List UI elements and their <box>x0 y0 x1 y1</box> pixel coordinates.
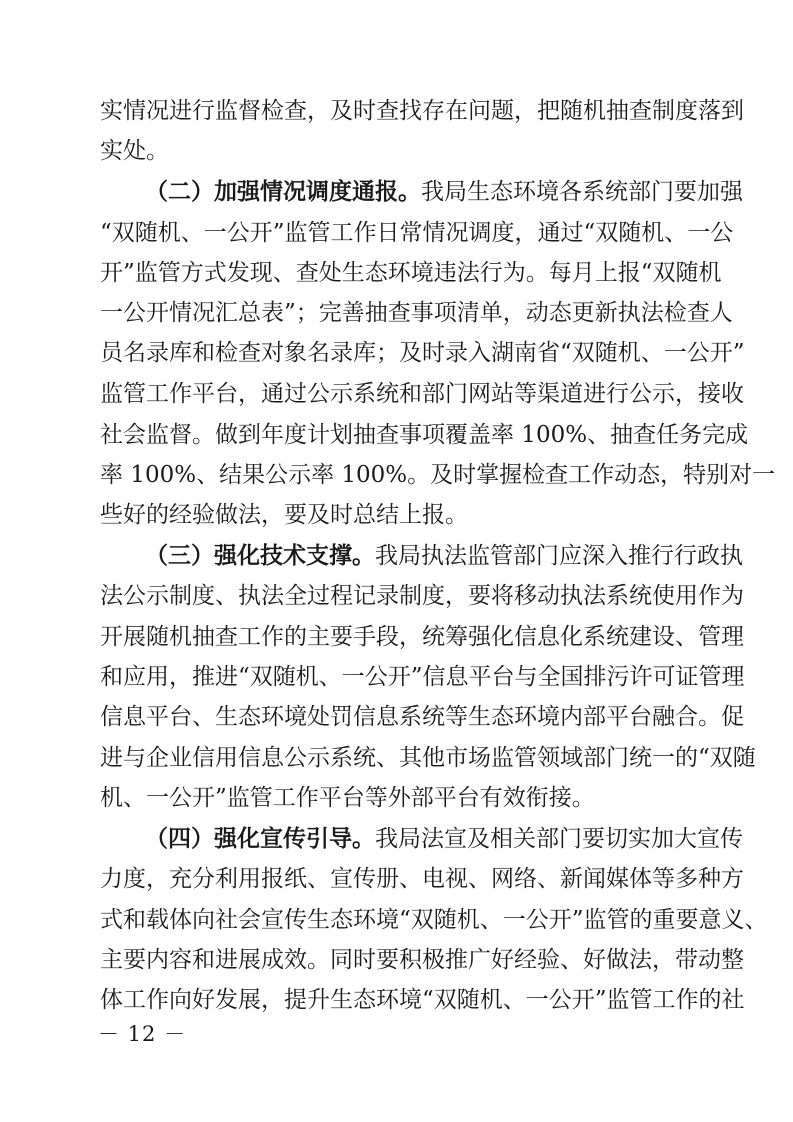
section-heading-line: （三）强化技术支撑。我局执法监管部门应深入推行行政执 <box>145 542 743 569</box>
body-line: 主要内容和进展成效。同时要积极推广好经验、好做法，带动整 <box>100 947 744 973</box>
body-line: 力度，充分利用报纸、宣传册、电视、网络、新闻媒体等多种方 <box>100 866 744 892</box>
section-heading: （四）强化宣传引导。 <box>145 825 375 852</box>
body-line: 一公开情况汇总表”；完善抽查事项清单，动态更新执法检查人 <box>100 300 733 326</box>
section-heading-line: （二）加强情况调度通报。我局生态环境各系统部门要加强 <box>145 178 743 205</box>
body-line: 员名录库和检查对象名录库；及时录入湖南省“双随机、一公开” <box>100 340 745 366</box>
body-line: 体工作向好发展，提升生态环境“双随机、一公开”监管工作的社 <box>100 987 745 1013</box>
body-line: 式和载体向社会宣传生态环境“双随机、一公开”监管的重要意义、 <box>100 907 768 933</box>
body-line: 实处。 <box>100 138 169 164</box>
section-heading: （三）强化技术支撑。 <box>145 542 375 569</box>
page-number: － 12 － <box>98 1022 187 1046</box>
body-line: 率 100%、结果公示率 100%。及时掌握检查工作动态，特别对一 <box>100 462 776 488</box>
body-line: 开展随机抽查工作的主要手段，统筹强化信息化系统建设、管理 <box>100 624 744 650</box>
body-line: 机、一公开”监管工作平台等外部平台有效衔接。 <box>100 785 595 811</box>
body-line: “双随机、一公开”监管工作日常情况调度，通过“双随机、一公 <box>100 220 734 246</box>
body-line: 法公示制度、执法全过程记录制度，要将移动执法系统使用作为 <box>100 583 744 609</box>
body-line: 开”监管方式发现、查处生态环境违法行为。每月上报“双随机 <box>100 260 722 286</box>
body-line: 和应用，推进“双随机、一公开”信息平台与全国排污许可证管理 <box>100 664 745 690</box>
section-heading-line: （四）强化宣传引导。我局法宣及相关部门要切实加大宣传 <box>145 825 743 852</box>
body-line: 实情况进行监督检查，及时查找存在问题，把随机抽查制度落到 <box>100 98 744 124</box>
body-line: 社会监督。做到年度计划抽查事项覆盖率 100%、抽查任务完成 <box>100 422 749 448</box>
body-line: 进与企业信用信息公示系统、其他市场监管领域部门统一的“双随 <box>100 745 756 771</box>
body-line: 信息平台、生态环境处罚信息系统等生态环境内部平台融合。促 <box>100 704 744 730</box>
section-heading: （二）加强情况调度通报。 <box>145 178 421 205</box>
body-line: 监管工作平台，通过公示系统和部门网站等渠道进行公示，接收 <box>100 381 744 407</box>
body-line: 些好的经验做法，要及时总结上报。 <box>100 502 468 528</box>
